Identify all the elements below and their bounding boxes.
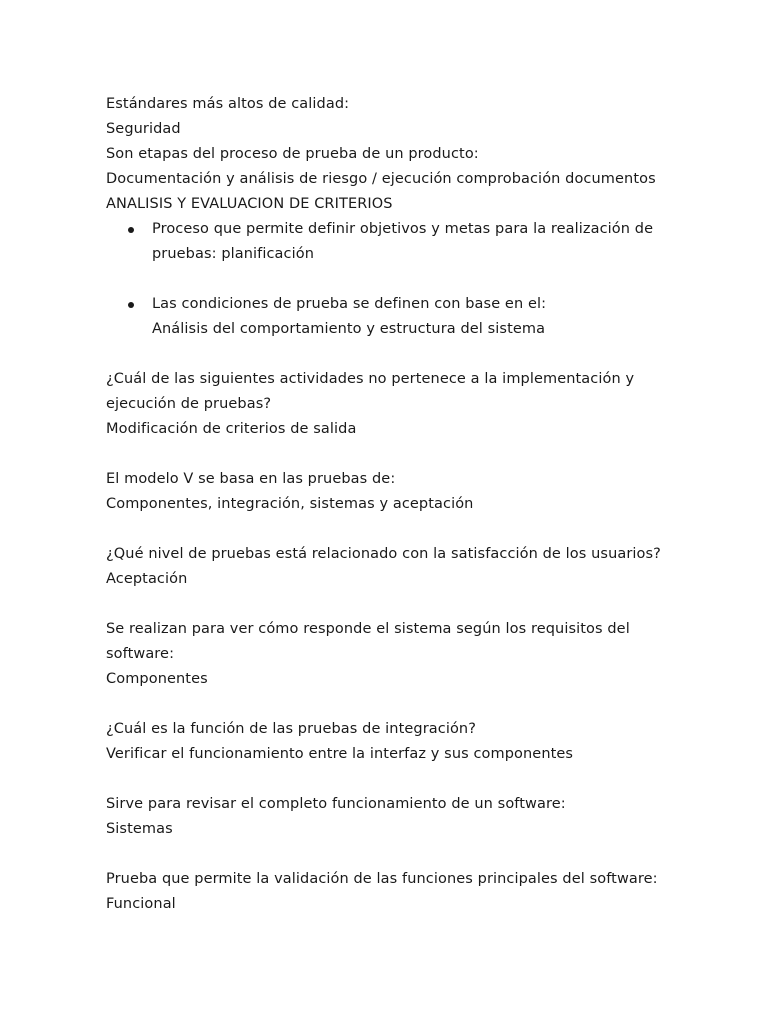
bullet-icon	[128, 302, 134, 308]
question-7: Prueba que permite la validación de las funciones principales del software:	[106, 871, 658, 887]
question-3: ¿Qué nivel de pruebas está relacionado con la satisfacción de los usuarios?	[106, 546, 661, 562]
answer-5: Verificar el funcionamiento entre la interfaz y sus componentes	[106, 746, 574, 762]
bullet-text-line-1: Las condiciones de prueba se definen con base en el:	[152, 296, 547, 312]
question-2: El modelo V se basa en las pruebas de:	[106, 471, 396, 487]
bullet-item-2	[106, 292, 666, 342]
question-6: Sirve para revisar el completo funcionamiento de un software:	[106, 796, 566, 812]
question-5: ¿Cuál es la función de las pruebas de integración?	[106, 721, 477, 737]
answer-1: Modificación de criterios de salida	[106, 421, 357, 437]
intro-line-1: Estándares más altos de calidad:	[106, 96, 350, 112]
spacer	[106, 767, 666, 792]
intro-line-4: Documentación y análisis de riesgo / ejecución comprobación documentos	[106, 171, 656, 187]
answer-6: Sistemas	[106, 821, 173, 837]
bullet-list	[106, 217, 666, 342]
intro-line-2: Seguridad	[106, 121, 181, 137]
question-1: ¿Cuál de las siguientes actividades no pertenece a la implementación y ejecución de pruebas?	[106, 371, 635, 412]
spacer	[106, 517, 666, 542]
spacer	[106, 342, 666, 367]
bullet-spacer	[106, 267, 666, 292]
bullet-text: Proceso que permite definir objetivos y metas para la realización de pruebas: planificación	[152, 221, 654, 262]
answer-7: Funcional	[106, 896, 176, 912]
answer-2: Componentes, integración, sistemas y aceptación	[106, 496, 474, 512]
answer-3: Aceptación	[106, 571, 188, 587]
spacer	[106, 442, 666, 467]
spacer	[106, 592, 666, 617]
question-4: Se realizan para ver cómo responde el sistema según los requisitos del software:	[106, 621, 630, 662]
bullet-item-1	[106, 217, 666, 267]
intro-line-3: Son etapas del proceso de prueba de un producto:	[106, 146, 479, 162]
bullet-icon	[128, 227, 134, 233]
intro-line-5: ANALISIS Y EVALUACION DE CRITERIOS	[106, 196, 393, 212]
spacer	[106, 692, 666, 717]
document-body	[106, 92, 666, 917]
bullet-text-line-2: Análisis del comportamiento y estructura del sistema	[152, 321, 546, 337]
spacer	[106, 842, 666, 867]
answer-4: Componentes	[106, 671, 208, 687]
